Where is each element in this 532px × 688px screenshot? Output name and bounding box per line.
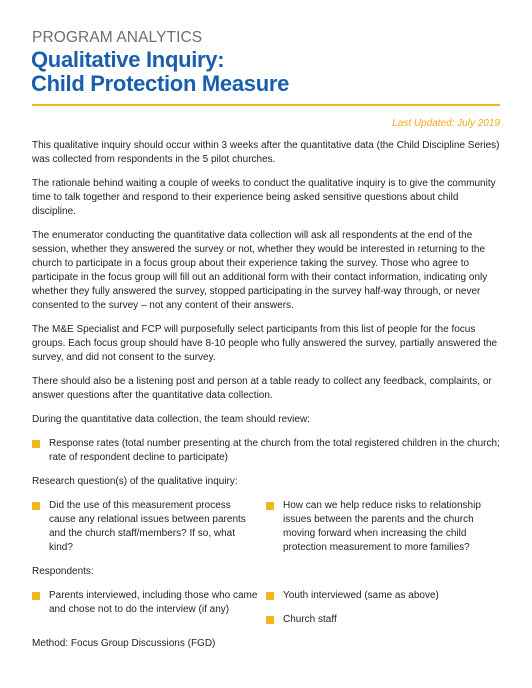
list-item bbox=[32, 499, 266, 555]
title-line-1: Qualitative Inquiry: bbox=[31, 47, 225, 72]
bullet-square-icon bbox=[32, 502, 40, 510]
research-intro: Research question(s) of the qualitative inquiry: bbox=[32, 476, 238, 487]
last-updated: Last Updated: July 2019 bbox=[392, 118, 500, 129]
bullet-text: Parents interviewed, including those who came and chose not to do the interview (if any) bbox=[49, 590, 258, 615]
list-item bbox=[266, 613, 500, 627]
bullet-square-icon bbox=[266, 502, 274, 510]
bullet-text: Did the use of this measurement process cause any relational issues between parents and the church staff/members? If so, what kind? bbox=[49, 500, 246, 553]
paragraph-timing: This qualitative inquiry should occur within 3 weeks after the quantitative data (the Child Discipline Series) was collected from respondents in the 5 pilot churches. bbox=[32, 140, 500, 165]
bullet-square-icon bbox=[266, 592, 274, 600]
bullet-text: Youth interviewed (same as above) bbox=[283, 590, 439, 601]
bullet-square-icon bbox=[266, 616, 274, 624]
research-questions bbox=[32, 499, 500, 565]
bullet-square-icon bbox=[32, 440, 40, 448]
eyebrow-label: PROGRAM ANALYTICS bbox=[32, 29, 203, 46]
review-intro: During the quantitative data collection, the team should review: bbox=[32, 414, 310, 425]
document-body bbox=[32, 139, 500, 661]
paragraph-selection: The M&E Specialist and FCP will purposefully select participants from this list of people for the focus groups. Each focus group should have 8-10 people who fully answered the survey, partially answered the survey, and did not consent to the survey. bbox=[32, 324, 498, 363]
page-title bbox=[31, 48, 289, 96]
paragraph-rationale: The rationale behind waiting a couple of weeks to conduct the qualitative inquiry is to give the community time to talk together and respond to their experience being asked sensitive questions about child discipline. bbox=[32, 178, 496, 217]
paragraph-listening-post: There should also be a listening post and person at a table ready to collect any feedback, complaints, or answer questions after the quantitative data collection. bbox=[32, 376, 492, 401]
list-item bbox=[32, 437, 500, 465]
title-line-2: Child Protection Measure bbox=[31, 71, 290, 96]
list-item bbox=[32, 589, 266, 617]
respondents-intro: Respondents: bbox=[32, 566, 94, 577]
title-divider bbox=[32, 104, 500, 106]
bullet-text: Response rates (total number presenting at the church from the total registered children in the church; rate of respondent decline to participate) bbox=[49, 438, 500, 463]
method-line: Method: Focus Group Discussions (FGD) bbox=[32, 638, 216, 649]
respondents-list bbox=[32, 589, 500, 637]
paragraph-enumerator: The enumerator conducting the quantitative data collection will ask all respondents at the end of the session, whether they answered the survey or not, whether they would be interested in returning to the church to participate in a focus group about their experience taking the survey. Those who agree to participate in the focus group will fill out an additional form with their contact information, indicating only whether they fully answered the survey, stopped participating in the survey half-way through, or never consented to the survey – not any content of their answers. bbox=[32, 230, 488, 311]
list-item bbox=[266, 589, 500, 603]
bullet-text: Church staff bbox=[283, 614, 337, 625]
list-item bbox=[266, 499, 500, 555]
bullet-text: How can we help reduce risks to relationship issues between the parents and the church moving forward when increasing the child protection measurement to more families? bbox=[283, 500, 481, 553]
bullet-square-icon bbox=[32, 592, 40, 600]
